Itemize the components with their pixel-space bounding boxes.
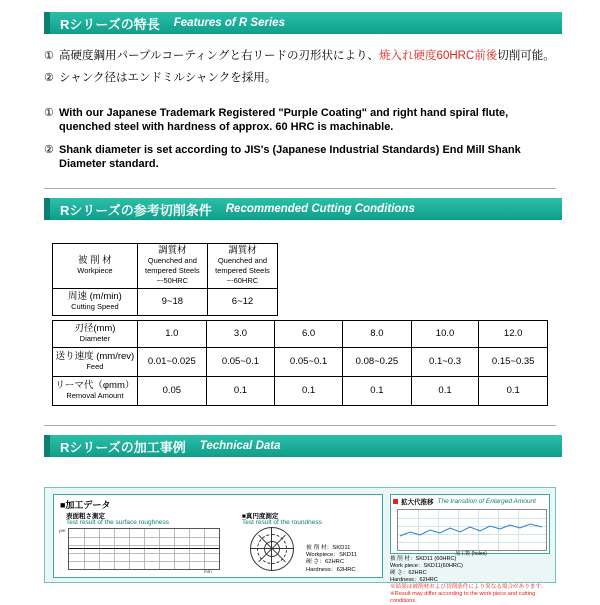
cell-diameter-3: 6.0: [275, 321, 343, 348]
header-jp: 調質材: [158, 245, 187, 256]
section-header-features: [44, 12, 562, 34]
technical-data-panel: [44, 487, 556, 604]
divider: [44, 425, 556, 426]
list-item: [44, 49, 556, 64]
panel-title: ■加工データ: [60, 500, 111, 510]
table-row: [53, 244, 278, 289]
feature-jp-1-red: 焼入れ硬度60HRC前後: [379, 50, 498, 62]
list-number: ①: [44, 107, 54, 119]
cell-speed-2: 6~12: [207, 289, 277, 316]
label-en: Diameter: [79, 334, 111, 343]
machining-data-box: [53, 494, 383, 578]
cell-diameter-6: 12.0: [479, 321, 548, 348]
table-row: [53, 377, 548, 406]
cell-removal-4: 0.1: [343, 377, 412, 406]
note-line4: Hardness：62HRC: [390, 577, 438, 583]
cell-col-header-1: [137, 244, 207, 289]
feature-en-2-line2: Diameter standard.: [59, 158, 159, 170]
features-jp-list: [44, 49, 556, 93]
section-header-technical: [44, 435, 562, 457]
note-line1: 被 削 材：SKD11 (60HRC): [390, 556, 457, 562]
cell-removal-5: 0.1: [411, 377, 479, 406]
surface-chart-y-label: μm: [59, 528, 66, 533]
cell-feed-5: 0.1~0.3: [411, 348, 479, 377]
header-en: Quenched and tempered Steels: [145, 256, 200, 275]
tool-note-line2: Workpiece：SKD11: [306, 552, 358, 559]
list-text: シャンク径はエンドミルシャンクを採用。: [59, 72, 277, 84]
features-en-list: [44, 106, 556, 178]
section-title-en: Features of R Series: [173, 17, 285, 29]
list-text: [59, 143, 521, 171]
cell-feed-1: 0.01~0.025: [137, 348, 206, 377]
header-jp: 調質材: [228, 245, 257, 256]
cell-diameter-2: 3.0: [206, 321, 274, 348]
surface-roughness-chart: [68, 528, 220, 570]
table-row: [53, 321, 548, 348]
table-workpiece-speed: [52, 243, 278, 316]
header-range: ~-50HRC: [156, 276, 189, 285]
cell-diameter-4: 8.0: [343, 321, 412, 348]
cell-removal-3: 0.1: [275, 377, 343, 406]
label-en: Feed: [86, 362, 104, 371]
list-number: ①: [44, 50, 54, 62]
section-title-en: Recommended Cutting Conditions: [225, 203, 415, 215]
surface-chart-x-label: mm: [204, 569, 212, 574]
list-text: [59, 106, 508, 134]
cell-feed-2: 0.05~0.1: [206, 348, 274, 377]
label-jp: 刃径(mm): [74, 323, 116, 334]
label-en: Cutting Speed: [71, 302, 119, 311]
label-jp: リーマ代（φmm）: [55, 380, 135, 391]
cell-feed-label: [53, 348, 138, 377]
list-number: ②: [44, 144, 54, 156]
list-item: [44, 106, 556, 134]
cell-feed-4: 0.08~0.25: [343, 348, 412, 377]
cell-diameter-5: 10.0: [411, 321, 479, 348]
enlarged-chart-x-label: 加工数 (holes): [455, 551, 487, 557]
enlarged-title-jp: 拡大代推移: [401, 499, 434, 506]
enlarged-amount-trace: [398, 510, 546, 550]
list-text: [59, 49, 555, 64]
roundness-chart: [250, 527, 294, 571]
cell-speed-1: 9~18: [137, 289, 207, 316]
feature-jp-1-pre: 高硬度鋼用パープルコーティングと右リードの刃形状により、: [59, 50, 380, 62]
surface-roughness-title-jp: 表面粗さ測定: [66, 513, 105, 520]
section-title-jp: Rシリーズの加工事例: [60, 439, 186, 455]
table-row: [53, 348, 548, 377]
technical-notes: [390, 556, 555, 605]
feature-en-1-line1: With our Japanese Trademark Registered "Purple Coating" and right hand spiral flute,: [59, 107, 509, 119]
list-number: ②: [44, 72, 54, 84]
label-en: Workpiece: [77, 266, 113, 275]
list-item: [44, 143, 556, 171]
header-range: ~-60HRC: [226, 276, 259, 285]
note-line3: 硬 さ：62HRC: [390, 570, 427, 576]
section-title-en: Technical Data: [199, 440, 281, 452]
label-jp: 周速 (m/min): [67, 291, 122, 302]
note-line5: ※結果は被削材および切削条件により異なる場合があります。: [390, 584, 547, 590]
table-row: [53, 289, 278, 316]
roundness-title-en: Test result of the roundness: [242, 519, 322, 526]
tool-note-line3: 硬 さ：62HRC: [306, 559, 345, 566]
tool-note: [306, 545, 357, 574]
cell-diameter-label: [53, 321, 138, 348]
cell-feed-6: 0.15~0.35: [479, 348, 548, 377]
section-title-jp: Rシリーズの特長: [60, 16, 160, 32]
note-line7: conditions.: [390, 598, 417, 604]
tool-note-line1: 被 削 材：SKD11: [306, 545, 351, 551]
tool-note-line4: Hardness：62HRC: [306, 566, 356, 573]
cell-removal-label: [53, 377, 138, 406]
cell-feed-3: 0.05~0.1: [275, 348, 343, 377]
enlarged-title-en: The transition of Enlarged Amount: [437, 498, 536, 505]
cell-diameter-1: 1.0: [137, 321, 206, 348]
red-square-icon: [393, 499, 398, 504]
section-header-cutting: [44, 198, 562, 220]
enlarged-amount-chart: [397, 509, 547, 551]
table-diameter-feed: [52, 320, 548, 406]
label-jp: 送り速度 (mm/rev): [55, 351, 135, 362]
header-en: Quenched and tempered Steels: [215, 256, 270, 275]
note-line2: Work piece：SKD11(60HRC): [390, 563, 463, 569]
cell-col-header-2: [207, 244, 277, 289]
enlarged-amount-header: [393, 497, 536, 506]
note-line6: ※Result may differ according to the work piece and cutting: [390, 591, 536, 597]
label-jp: 被 削 材: [78, 255, 112, 266]
label-en: Removal Amount: [66, 391, 124, 400]
divider: [44, 188, 556, 189]
cell-removal-2: 0.1: [206, 377, 274, 406]
feature-en-2-line1: Shank diameter is set according to JIS's (Japanese Industrial Standards) End Mill Shank: [59, 144, 521, 156]
cell-removal-6: 0.1: [479, 377, 548, 406]
cell-speed-label: [53, 289, 138, 316]
cell-workpiece-label: [53, 244, 138, 289]
section-title-jp: Rシリーズの参考切削条件: [60, 202, 212, 218]
surface-roughness-title-en: Test result of the surface roughness: [66, 519, 169, 526]
cell-removal-1: 0.05: [137, 377, 206, 406]
list-item: [44, 71, 556, 86]
enlarged-amount-box: [390, 494, 550, 557]
feature-en-1-line2: quenched steel with hardness of approx. 60 HRC is machinable.: [59, 121, 394, 133]
roundness-title-jp: ■真円度測定: [242, 513, 279, 520]
feature-jp-1-post: 切削可能。: [497, 50, 555, 62]
